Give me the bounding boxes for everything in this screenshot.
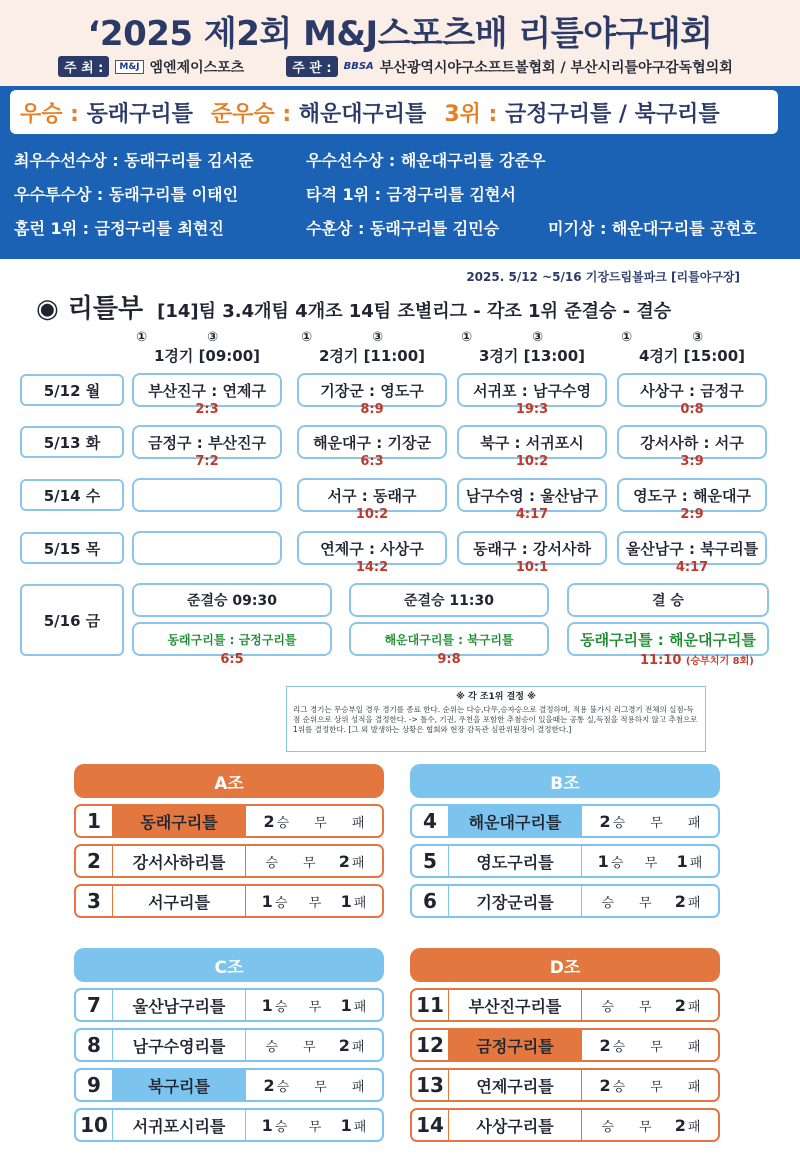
team-name: 울산남구리틀 <box>112 990 246 1020</box>
standing-row <box>74 804 384 838</box>
team-seed: 10 <box>80 1113 108 1137</box>
team-name: 남구수영리틀 <box>112 1030 246 1060</box>
standing-row <box>410 804 720 838</box>
record-loss <box>341 996 367 1015</box>
host-row <box>58 56 733 77</box>
game-box: 서귀포 : 남구수영 <box>457 373 607 407</box>
record-draw <box>307 1116 322 1135</box>
record-loss-count: 1 <box>340 1115 352 1135</box>
record-loss <box>675 996 701 1015</box>
record-draw <box>637 892 652 911</box>
semi1-score: 6:5 <box>220 652 244 667</box>
record-win-label: 승 <box>612 1079 626 1095</box>
record-win-label: 승 <box>265 855 279 871</box>
game-score: 4:17 <box>675 560 709 575</box>
record-draw-label: 무 <box>308 895 322 911</box>
record-loss-label: 패 <box>351 855 365 871</box>
award-homerun: 홈런 1위 : 금정구리틀 최현진 <box>14 219 224 238</box>
field-marks: ①③ <box>135 330 278 345</box>
record-draw-label: 무 <box>650 815 663 831</box>
team-record <box>246 812 382 831</box>
record-draw <box>648 812 663 831</box>
record-loss <box>675 1116 701 1135</box>
record-draw-label: 무 <box>314 1079 327 1095</box>
award-mvp: 최우수선수상 : 동래구리틀 김서준 <box>14 151 254 170</box>
team-record <box>246 1076 382 1095</box>
bbsa-logo: BBSA <box>343 61 374 72</box>
record-loss-label: 패 <box>689 855 703 871</box>
team-seed: 7 <box>87 993 101 1017</box>
game-box: 남구수영 : 울산남구 <box>457 478 607 512</box>
standing-row <box>410 844 720 878</box>
record-loss <box>350 812 365 831</box>
standing-row <box>74 884 384 918</box>
record-draw <box>312 812 327 831</box>
record-loss <box>339 852 365 871</box>
day-label: 5/14 수 <box>20 479 124 511</box>
team-record <box>246 1116 382 1135</box>
record-win-label: 승 <box>274 1119 288 1135</box>
record-draw <box>307 996 322 1015</box>
group-title: D조 <box>410 948 720 982</box>
game-score: 10:2 <box>355 507 389 522</box>
game-box: 서구 : 동래구 <box>297 478 447 512</box>
standing-row <box>410 1108 720 1142</box>
game-box: 영도구 : 해운대구 <box>617 478 767 512</box>
team-seed: 2 <box>87 849 101 873</box>
record-loss-label: 패 <box>353 1119 367 1135</box>
team-record <box>582 812 718 831</box>
semi1-match: 동래구리틀 : 금정구리틀 <box>132 622 332 656</box>
record-win-count: 1 <box>261 891 273 911</box>
team-record <box>582 1116 718 1135</box>
record-loss-count: 2 <box>338 851 350 871</box>
team-seed: 8 <box>87 1033 101 1057</box>
record-draw-label: 무 <box>650 1039 663 1055</box>
schedule-meta: 2025. 5/12 ~5/16 기장드림볼파크 [리틀야구장] <box>466 270 740 284</box>
game-box: 금정구 : 부산진구 <box>132 425 282 459</box>
record-loss-label: 패 <box>351 1039 365 1055</box>
game-score: 14:2 <box>355 560 389 575</box>
team-name: 기장군리틀 <box>448 886 582 916</box>
team-name: 연제구리틀 <box>448 1070 582 1100</box>
standing-row <box>74 1028 384 1062</box>
record-loss-label: 패 <box>351 1079 365 1095</box>
column-title: 1경기 [09:00] <box>153 347 261 365</box>
record-loss-count: 2 <box>338 1035 350 1055</box>
group-title: C조 <box>74 948 384 982</box>
standing-row <box>410 1068 720 1102</box>
record-win-count: 2 <box>263 1075 275 1095</box>
game-score: 8:9 <box>360 402 384 417</box>
column-title: 4경기 [15:00] <box>638 347 746 365</box>
record-win-count: 2 <box>599 811 611 831</box>
record-loss-label: 패 <box>687 815 701 831</box>
team-record <box>246 1036 382 1055</box>
record-draw <box>312 1076 327 1095</box>
record-draw-label: 무 <box>639 895 652 911</box>
game-box: 부산진구 : 연제구 <box>132 373 282 407</box>
game-score: 0:8 <box>680 402 704 417</box>
award-excellent-player: 우수선수상 : 해운대구리틀 강준우 <box>306 151 546 170</box>
rule-note-title: ※ 각 조1위 결정 ※ <box>456 692 536 702</box>
record-win-count: 2 <box>263 811 275 831</box>
record-draw-label: 무 <box>303 855 316 871</box>
game-score: 19:3 <box>515 402 549 417</box>
record-draw-label: 무 <box>650 1079 663 1095</box>
record-loss-count: 1 <box>676 851 688 871</box>
game-box: 연제구 : 사상구 <box>297 531 447 565</box>
game-box: 기장군 : 영도구 <box>297 373 447 407</box>
record-draw <box>637 996 652 1015</box>
group-title: B조 <box>410 764 720 798</box>
record-win <box>600 1036 626 1055</box>
section-name: ◉ 리틀부 <box>36 294 144 324</box>
team-record <box>582 996 718 1015</box>
record-loss <box>686 1036 701 1055</box>
record-draw <box>648 1036 663 1055</box>
record-win-count: 2 <box>599 1075 611 1095</box>
field-marks: ①③ <box>620 330 763 345</box>
team-name: 금정구리틀 <box>448 1030 582 1060</box>
record-loss-label: 패 <box>353 999 367 1015</box>
record-win-count: 1 <box>261 995 273 1015</box>
record-draw <box>637 1116 652 1135</box>
winner-team: 동래구리틀 <box>86 101 193 127</box>
record-win-count: 1 <box>261 1115 273 1135</box>
team-seed: 11 <box>416 993 444 1017</box>
record-win <box>264 812 290 831</box>
host-tag: 주 최 : <box>58 56 109 77</box>
team-seed: 12 <box>416 1033 444 1057</box>
winners-box <box>10 90 778 134</box>
record-win-label: 승 <box>274 999 288 1015</box>
third-teams: 금정구리틀 / 북구리틀 <box>505 101 720 127</box>
host-name: 엠엔제이스포츠 <box>149 59 245 76</box>
game-score: 10:2 <box>515 454 549 469</box>
record-win <box>600 812 626 831</box>
semi2-match: 해운대구리틀 : 북구리틀 <box>349 622 549 656</box>
record-win <box>600 1116 615 1135</box>
record-loss-label: 패 <box>353 895 367 911</box>
record-loss-label: 패 <box>687 999 701 1015</box>
award-batting: 타격 1위 : 금정구리틀 김현서 <box>306 185 516 204</box>
record-loss-label: 패 <box>687 1119 701 1135</box>
game-score: 2:3 <box>195 402 219 417</box>
game-score: 3:9 <box>680 454 704 469</box>
game-score: 6:3 <box>360 454 384 469</box>
final-score-line <box>640 652 754 668</box>
record-draw <box>301 852 316 871</box>
team-seed: 4 <box>423 809 437 833</box>
record-win-label: 승 <box>276 1079 290 1095</box>
record-loss <box>341 892 367 911</box>
team-name: 사상구리틀 <box>448 1110 582 1140</box>
column-header <box>297 330 447 366</box>
record-win <box>264 1076 290 1095</box>
record-loss <box>675 892 701 911</box>
record-win <box>600 892 615 911</box>
team-seed: 9 <box>87 1073 101 1097</box>
column-header <box>617 330 767 366</box>
team-name: 강서사하리틀 <box>112 846 246 876</box>
record-win-count: 1 <box>597 851 609 871</box>
day-label: 5/15 목 <box>20 532 124 564</box>
record-loss-count: 1 <box>340 891 352 911</box>
record-win <box>262 996 288 1015</box>
column-header <box>132 330 282 366</box>
team-record <box>246 852 382 871</box>
record-win <box>600 1076 626 1095</box>
record-draw-label: 무 <box>644 855 658 871</box>
record-draw-label: 무 <box>308 999 322 1015</box>
team-name: 북구리틀 <box>112 1070 246 1100</box>
organizer-name: 부산광역시야구소프트볼협회 / 부산시리틀야구감독협의회 <box>379 59 733 76</box>
game-box: 울산남구 : 북구리틀 <box>617 531 767 565</box>
record-win <box>600 996 615 1015</box>
final-match: 동래구리틀 : 해운대구리틀 <box>567 622 769 656</box>
standing-row <box>74 988 384 1022</box>
field-marks: ①③ <box>300 330 443 345</box>
record-loss-label: 패 <box>687 895 701 911</box>
standing-row <box>74 1068 384 1102</box>
record-loss <box>339 1036 365 1055</box>
record-loss-label: 패 <box>687 1079 701 1095</box>
record-win-label: 승 <box>276 815 290 831</box>
game-box <box>132 531 282 565</box>
team-name: 서구리틀 <box>112 886 246 916</box>
team-name: 해운대구리틀 <box>448 806 582 836</box>
game-box <box>132 478 282 512</box>
team-name: 서귀포시리틀 <box>112 1110 246 1140</box>
team-seed: 6 <box>423 889 437 913</box>
record-loss <box>686 1076 701 1095</box>
game-box: 사상구 : 금정구 <box>617 373 767 407</box>
game-score: 10:1 <box>515 560 549 575</box>
record-loss <box>686 812 701 831</box>
team-record <box>582 852 718 871</box>
final-score: 11:10 <box>640 653 682 668</box>
record-win-label: 승 <box>610 855 624 871</box>
record-draw-label: 무 <box>639 999 652 1015</box>
award-spirit: 미기상 : 해운대구리틀 공현호 <box>548 219 757 238</box>
game-box: 해운대구 : 기장군 <box>297 425 447 459</box>
record-win-label: 승 <box>612 815 626 831</box>
third-label: 3위 : <box>444 101 498 127</box>
section-title <box>36 288 671 325</box>
award-merit: 수훈상 : 동래구리틀 김민승 <box>306 219 500 238</box>
mj-logo: M&J <box>115 60 143 74</box>
team-name: 동래구리틀 <box>112 806 246 836</box>
team-seed: 5 <box>423 849 437 873</box>
record-draw <box>643 852 658 871</box>
team-seed: 3 <box>87 889 101 913</box>
group-title: A조 <box>74 764 384 798</box>
record-win-label: 승 <box>274 895 288 911</box>
award-pitcher: 우수투수상 : 동래구리틀 이태인 <box>14 185 239 204</box>
record-loss-label: 패 <box>351 815 365 831</box>
column-header <box>457 330 607 366</box>
record-win <box>264 852 279 871</box>
runnerup-team: 해운대구리틀 <box>298 101 427 127</box>
game-score: 2:9 <box>680 507 704 522</box>
page-title: ‘2025 제2회 M&J스포츠배 리틀야구대회 <box>87 14 713 54</box>
game-box: 북구 : 서귀포시 <box>457 425 607 459</box>
record-loss-count: 2 <box>674 891 686 911</box>
final-note: (승부치기 8회) <box>685 656 754 667</box>
record-win-count: 2 <box>599 1035 611 1055</box>
record-draw <box>648 1076 663 1095</box>
team-seed: 13 <box>416 1073 444 1097</box>
record-loss <box>350 1076 365 1095</box>
record-win <box>264 1036 279 1055</box>
semi2-label: 준결승 11:30 <box>349 583 549 617</box>
record-win <box>262 892 288 911</box>
game-box: 동래구 : 강서사하 <box>457 531 607 565</box>
record-draw <box>307 892 322 911</box>
record-draw-label: 무 <box>314 815 327 831</box>
record-win-label: 승 <box>612 1039 626 1055</box>
record-win-label: 승 <box>601 895 615 911</box>
record-draw-label: 무 <box>308 1119 322 1135</box>
team-record <box>582 892 718 911</box>
winner-label: 우승 : <box>20 101 79 127</box>
team-seed: 1 <box>87 809 101 833</box>
standing-row <box>410 1028 720 1062</box>
team-name: 부산진구리틀 <box>448 990 582 1020</box>
record-loss-label: 패 <box>687 1039 701 1055</box>
record-loss-count: 1 <box>340 995 352 1015</box>
record-win <box>598 852 624 871</box>
record-draw <box>301 1036 316 1055</box>
record-win-label: 승 <box>601 999 615 1015</box>
final-day-label: 5/16 금 <box>20 584 124 656</box>
team-record <box>246 996 382 1015</box>
final-label: 결 승 <box>567 583 769 617</box>
column-title: 3경기 [13:00] <box>478 347 586 365</box>
game-score: 4:17 <box>515 507 549 522</box>
record-draw-label: 무 <box>303 1039 316 1055</box>
record-loss-count: 2 <box>674 1115 686 1135</box>
game-score: 7:2 <box>195 454 219 469</box>
team-record <box>246 892 382 911</box>
record-loss <box>341 1116 367 1135</box>
team-name: 영도구리틀 <box>448 846 582 876</box>
record-loss <box>677 852 703 871</box>
section-desc: [14]팀 3.4개팀 4개조 14팀 조별리그 - 각조 1위 준결승 - 결승 <box>157 301 672 322</box>
record-win-label: 승 <box>265 1039 279 1055</box>
team-seed: 14 <box>416 1113 444 1137</box>
record-loss-count: 2 <box>674 995 686 1015</box>
team-record <box>582 1076 718 1095</box>
record-draw-label: 무 <box>639 1119 652 1135</box>
rule-note <box>286 686 706 752</box>
game-box: 강서사하 : 서구 <box>617 425 767 459</box>
field-marks: ①③ <box>460 330 603 345</box>
semi2-score: 9:8 <box>437 652 461 667</box>
rule-note-body: 리그 경기는 무승부일 경우 경기를 종료 한다. 순위는 다승,다무,승자승으로 결정하며, 적용 불가시 리그경기 전체의 실점-득점 순위으로 상위 성적을 결정한다. -> 틀수, 기권, 우천을 포함한 추첨승이 있을때는 공통 실,득점을 적용하지 않고 추첨으로 1위를 결정한다. [그 외 발생하는 상황은 협회와 현장 감독관 심판위원장이 결정한다.] <box>293 705 698 735</box>
runnerup-label: 준우승 : <box>210 101 292 127</box>
day-label: 5/13 화 <box>20 426 124 458</box>
team-record <box>582 1036 718 1055</box>
record-win <box>262 1116 288 1135</box>
standing-row <box>74 1108 384 1142</box>
standing-row <box>74 844 384 878</box>
record-win-label: 승 <box>601 1119 615 1135</box>
standing-row <box>410 988 720 1022</box>
day-label: 5/12 월 <box>20 374 124 406</box>
organizer-tag: 주 관 : <box>286 56 337 77</box>
semi1-label: 준결승 09:30 <box>132 583 332 617</box>
column-title: 2경기 [11:00] <box>318 347 426 365</box>
standing-row <box>410 884 720 918</box>
